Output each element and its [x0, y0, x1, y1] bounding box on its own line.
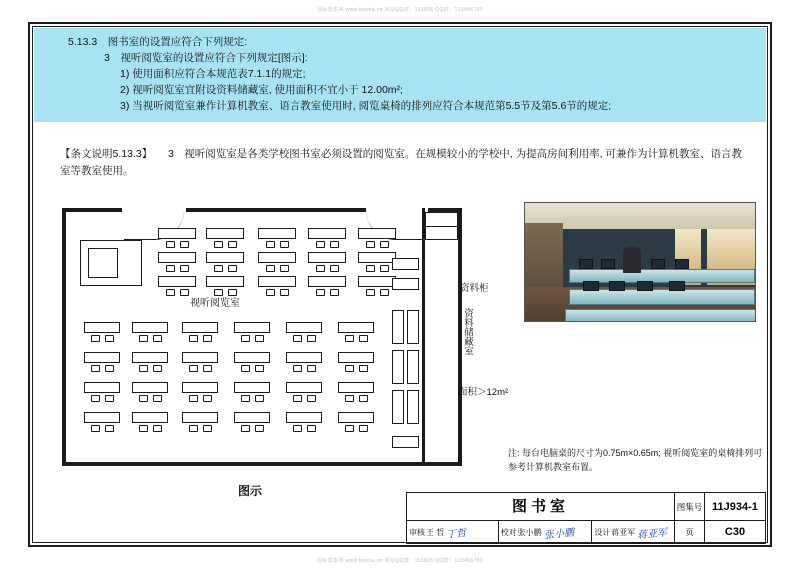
photo-desk-row [565, 309, 756, 322]
desk [258, 252, 296, 263]
sheet-title: 图书室 [407, 493, 674, 521]
chair [105, 365, 114, 372]
desk [338, 382, 374, 393]
service-counter-inner [88, 248, 118, 278]
clause-explanation: 【条文说明5.13.3】 3 视听阅览室是各类学校图书室必须设置的阅览室。在规模较小的学校中, 为提高房间利用率, 可兼作为计算机教室、语言教室等教室使用。 [60, 148, 742, 177]
photo-monitor [651, 259, 665, 269]
chair [153, 335, 162, 342]
desk [286, 352, 322, 363]
desk [84, 412, 120, 423]
chair [380, 241, 389, 248]
chair [105, 395, 114, 402]
label-area: 面积＞12m² [458, 387, 509, 398]
chair [366, 289, 375, 296]
chair [307, 395, 316, 402]
clause-heading: 5.13.3 图书室的设置应符合下列规定: [68, 36, 248, 48]
chair [91, 335, 100, 342]
desk [286, 382, 322, 393]
desk [338, 322, 374, 333]
signature-review [407, 521, 499, 543]
chair [203, 425, 212, 432]
chair [139, 425, 148, 432]
chair [139, 335, 148, 342]
chair [214, 265, 223, 272]
clause-block [34, 28, 766, 122]
signature-check-label: 校对 [500, 527, 517, 537]
desk [132, 382, 168, 393]
chair [91, 425, 100, 432]
shelf [392, 310, 404, 344]
chair [293, 395, 302, 402]
chair [380, 289, 389, 296]
chair [189, 335, 198, 342]
chair [359, 365, 368, 372]
desk [358, 252, 396, 263]
chair [153, 365, 162, 372]
desk [338, 412, 374, 423]
signature-check-name: 张小鹏 [517, 527, 542, 537]
chair [180, 241, 189, 248]
drawing-note: 注: 每台电脑桌的尺寸为0.75m×0.65m; 视听阅览室的桌椅排列可参考计算机教室布置。 [508, 448, 763, 472]
desk [84, 352, 120, 363]
desk [182, 352, 218, 363]
chair [307, 365, 316, 372]
photo-person [623, 247, 641, 273]
chair [189, 395, 198, 402]
clause-sub-1: 1) 使用面积应符合本规范表7.1.1的规定; [120, 68, 306, 80]
desk [234, 322, 270, 333]
chair [241, 425, 250, 432]
photo-monitor [609, 281, 625, 291]
desk [206, 276, 244, 287]
chair [266, 241, 275, 248]
chair [241, 365, 250, 372]
title-block-right [675, 493, 765, 543]
signature-review-name: 王 哲 [426, 527, 445, 537]
chair [153, 425, 162, 432]
storage-stair-line [425, 226, 458, 227]
signature-review-label: 审核 [409, 527, 425, 537]
drawing-caption: 图示 [238, 484, 263, 498]
chair [255, 395, 264, 402]
desk [132, 412, 168, 423]
floor-plan-drawing [62, 200, 462, 498]
wall-bottom [62, 462, 462, 466]
signature-row [407, 521, 674, 543]
chair [316, 265, 325, 272]
shelf [392, 278, 419, 290]
chair [139, 365, 148, 372]
room-photo [524, 202, 756, 322]
desk [286, 412, 322, 423]
wall-storage-partition [422, 208, 425, 466]
signature-design-name: 蒋亚军 [611, 527, 636, 537]
photo-monitor [601, 259, 615, 269]
chair [166, 241, 175, 248]
chair [293, 365, 302, 372]
chair [307, 335, 316, 342]
chair [280, 265, 289, 272]
desk [338, 352, 374, 363]
chair [203, 365, 212, 372]
shelf [407, 310, 419, 344]
page-number-label: 页 [675, 521, 705, 543]
shelf [392, 350, 404, 384]
wall-top-mid [186, 208, 366, 212]
photo-monitor [583, 281, 599, 291]
desk [234, 352, 270, 363]
chair [203, 335, 212, 342]
chair [280, 241, 289, 248]
desk [158, 252, 196, 263]
chair [91, 365, 100, 372]
chair [228, 289, 237, 296]
label-cabinet: 资料柜 [460, 283, 489, 294]
chair [359, 425, 368, 432]
chair [293, 335, 302, 342]
page-number-row [675, 521, 765, 543]
desk [84, 322, 120, 333]
photo-monitor [669, 281, 685, 291]
chair [228, 265, 237, 272]
chair [189, 365, 198, 372]
chair [345, 335, 354, 342]
chair [255, 365, 264, 372]
desk [84, 382, 120, 393]
chair [280, 289, 289, 296]
shelf [407, 350, 419, 384]
desk [132, 322, 168, 333]
title-block [406, 492, 766, 544]
chair [228, 241, 237, 248]
chair [214, 241, 223, 248]
chair [105, 425, 114, 432]
chair [139, 395, 148, 402]
page-number-value: C30 [724, 526, 746, 538]
chair [214, 289, 223, 296]
chair [266, 289, 275, 296]
clause-sub-3: 3) 当视听阅览室兼作计算机教室、语言教室使用时, 阅览桌椅的排列应符合本规范第5.5节及第5.6节的规定; [120, 100, 612, 112]
wall-top-left [62, 208, 122, 212]
desk [286, 322, 322, 333]
chair [359, 395, 368, 402]
desk [158, 228, 196, 239]
atlas-number-row [675, 493, 765, 521]
chair [189, 425, 198, 432]
shelf [407, 390, 419, 424]
desk [182, 382, 218, 393]
chair [91, 395, 100, 402]
desk [308, 252, 346, 263]
desk [206, 228, 244, 239]
clause-sub-2: 2) 视听阅览室宜附设资料储藏室, 使用面积不宜小于 12.00m²; [120, 84, 403, 96]
chair [330, 241, 339, 248]
chair [366, 241, 375, 248]
shelf [392, 390, 404, 424]
chair [266, 265, 275, 272]
photo-monitor [637, 281, 653, 291]
atlas-number-value: 11J934-1 [712, 500, 758, 513]
chair [359, 335, 368, 342]
signature-check [499, 521, 593, 543]
chair [316, 289, 325, 296]
desk [132, 352, 168, 363]
desk [258, 228, 296, 239]
chair [203, 395, 212, 402]
title-block-left [407, 493, 675, 543]
atlas-number-label: 图集号 [675, 493, 705, 520]
photo-desk-row [569, 289, 755, 305]
chair [241, 335, 250, 342]
desk [358, 228, 396, 239]
chair [345, 365, 354, 372]
desk [182, 412, 218, 423]
desk [182, 322, 218, 333]
chair [255, 425, 264, 432]
signature-review-handwriting: 丁哲 [445, 527, 467, 541]
chair [180, 289, 189, 296]
signature-design-label: 设计 [594, 527, 611, 537]
chair [345, 425, 354, 432]
watermark-top: 国标图集网 www.basha.cn 网站QQ群：113905 QQ群：123456789 [316, 7, 484, 13]
chair [307, 425, 316, 432]
desk [358, 276, 396, 287]
signature-design-handwriting: 蒋亚军 [637, 526, 669, 542]
desk [158, 276, 196, 287]
chair [293, 425, 302, 432]
shelf [392, 436, 419, 448]
desk [308, 276, 346, 287]
desk [206, 252, 244, 263]
chair [330, 265, 339, 272]
chair [366, 265, 375, 272]
wall-left [62, 208, 66, 466]
clause-item-3: 3 视听阅览室的设置应符合下列规定[图示]: [104, 52, 308, 64]
chair [241, 395, 250, 402]
chair [153, 395, 162, 402]
desk [234, 412, 270, 423]
desk [308, 228, 346, 239]
photo-monitor [675, 259, 689, 269]
chair [105, 335, 114, 342]
chair [166, 265, 175, 272]
desk [234, 382, 270, 393]
desk [258, 276, 296, 287]
chair [330, 289, 339, 296]
chair [316, 241, 325, 248]
signature-check-handwriting: 张小鹏 [543, 526, 575, 542]
chair [180, 265, 189, 272]
chair [380, 265, 389, 272]
photo-monitor [579, 259, 593, 269]
room-name-label: 视听阅览室 [190, 298, 240, 309]
label-storage-room-text: 资料储藏室 [462, 308, 473, 356]
chair [345, 395, 354, 402]
signature-design [592, 521, 674, 543]
chair [255, 335, 264, 342]
shelf [392, 258, 419, 270]
label-storage-room [460, 308, 476, 361]
watermark-bottom: 国标图集网 www.basha.cn 网站QQ群：113905 QQ群：123456789 [316, 558, 484, 564]
chair [166, 289, 175, 296]
